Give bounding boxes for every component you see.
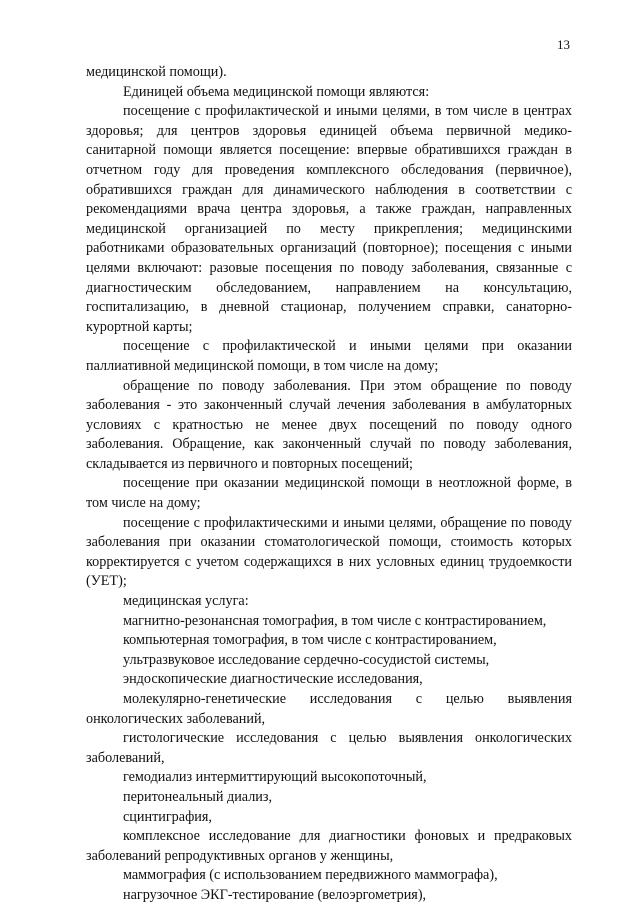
list-item: эндоскопические диагностические исследования, [123,671,423,688]
list-item: магнитно-резонансная томография, в том числе с контрастированием, [123,612,547,629]
list-item: гистологические исследования с целью выявления онкологических заболеваний, [86,730,572,766]
paragraph: посещение при оказании медицинской помощи в неотложной форме, в том числе на дому; [86,475,572,512]
list-item: молекулярно-генетические исследования с целью выявления онкологических заболеваний, [86,691,572,727]
list-item: перитонеальный диализ, [123,788,273,805]
list-item: сцинтиграфия, [123,808,212,825]
paragraph: посещение с профилактическими и иными целями, обращение по поводу заболевания при оказании стоматологической помощи, стоимость которых корректируется с учетом содержащихся в них условных единиц трудоемкости (УЕТ); [86,514,572,590]
list-item: нагрузочное ЭКГ-тестирование (велоэргометрия), [123,886,427,903]
paragraph: медицинской помощи). [86,64,227,80]
paragraph: обращение по поводу заболевания. При этом обращение по поводу заболевания - это законченный случай лечения заболевания в амбулаторных условиях с кратностью не менее двух посещений по поводу одного заболевания. Обращение, как законченный случай по поводу заболевания, складывается из первичного и повторных посещений; [86,377,572,472]
list-item: компьютерная томография, в том числе с контрастированием, [123,632,497,649]
list-heading: медицинская услуга: [123,593,249,610]
page-number: 13 [557,37,570,52]
list-item: ультразвуковое исследование сердечно-сосудистой системы, [123,651,490,668]
list-item: комплексное исследование для диагностики фоновых и предраковых заболеваний репродуктивных органов у женщины, [86,828,572,864]
paragraph: Единицей объема медицинской помощи являются: [123,83,430,100]
paragraph: посещение с профилактической и иными целями, в том числе в центрах здоровья; для центров здоровья единицей объема первичной медико-санитарной помощи является посещение: впервые обратившихся граждан в отчетном году для проведения комплексного обследования (первичное), обратившихся граждан для динамического наблюдения в соответствии с рекомендациями врача центра здоровья, а также граждан, направленных медицинской организацией по месту прикрепления; медицинскими работниками образовательных организаций (повторное); посещения с иными целями включают: разовые посещения по поводу заболевания, связанные с диагностическим обследованием, направлением на консультацию, госпитализацию, в дневной стационар, получением справки, санаторно-курортной карты; [86,103,572,335]
list-item: маммография (с использованием передвижного маммографа), [123,867,498,884]
paragraph: посещение с профилактической и иными целями при оказании паллиативной медицинской помощи, в том числе на дому; [86,338,572,374]
document-body [86,63,572,906]
list-item: гемодиализ интермиттирующий высокопоточный, [123,769,427,786]
